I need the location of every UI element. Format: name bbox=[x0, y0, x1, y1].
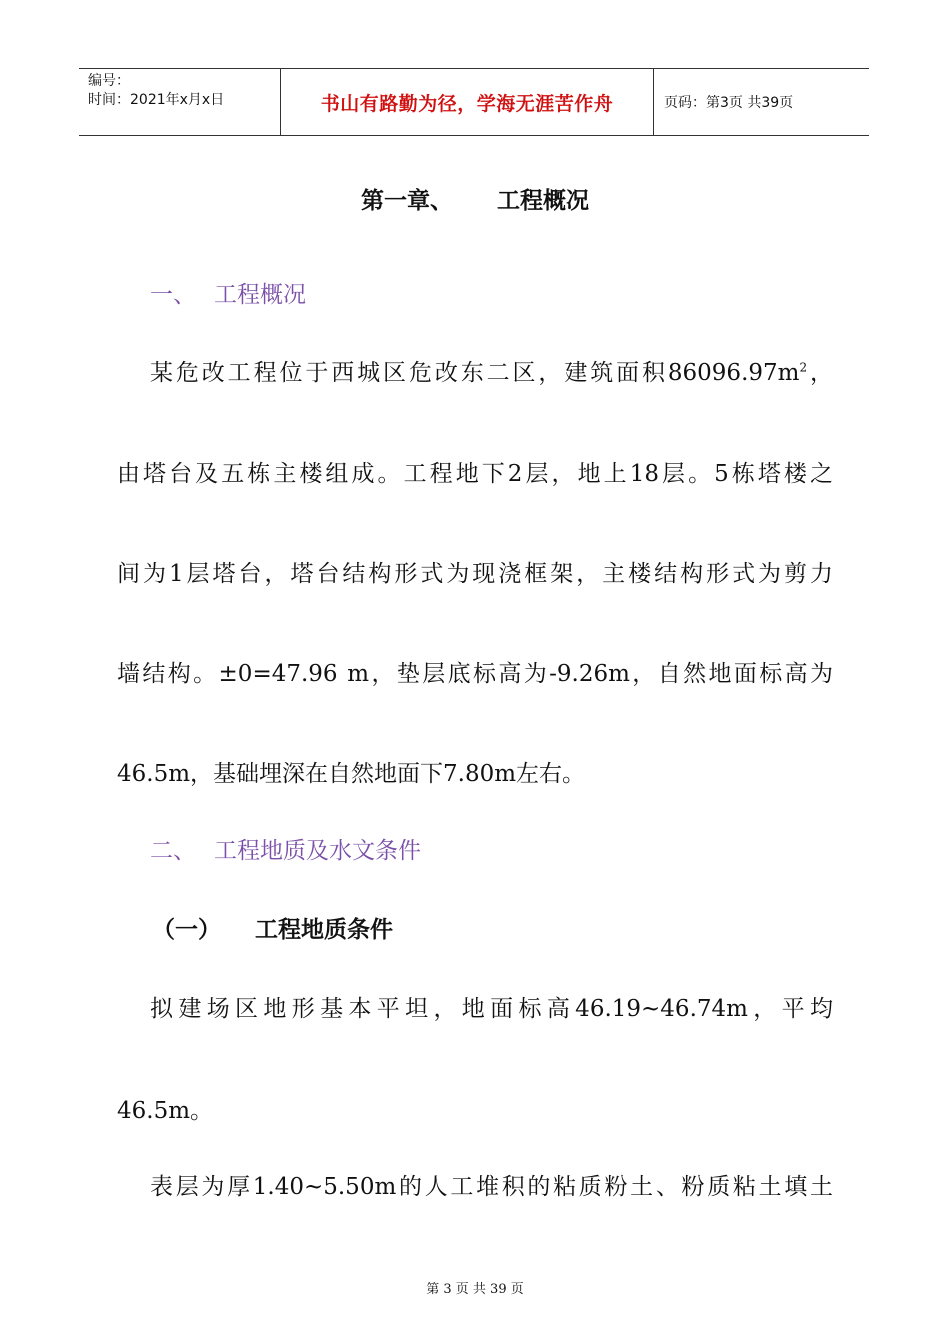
paragraph-line: 墙结构。±0=47.96 m，垫层底标高为-9.26m，自然地面标高为 bbox=[117, 661, 833, 687]
header-page-info: 页码：第3页 共39页 bbox=[664, 95, 794, 111]
section-number: 一、 bbox=[150, 282, 196, 308]
section-heading-2 bbox=[150, 832, 421, 865]
paragraph-line: 46.5m。 bbox=[117, 1098, 214, 1124]
chapter-heading bbox=[0, 182, 950, 215]
paragraph-line bbox=[150, 354, 833, 387]
superscript: 2 bbox=[799, 360, 808, 375]
doc-number-label: 编号： bbox=[88, 73, 130, 89]
chapter-number: 第一章、 bbox=[361, 188, 453, 214]
section-number: 二、 bbox=[150, 838, 196, 864]
subsection-heading bbox=[152, 911, 393, 944]
paragraph-line: 46.5m，基础埋深在自然地面下7.80m左右。 bbox=[117, 761, 586, 787]
page-footer: 第 3 页 共 39 页 bbox=[426, 1282, 524, 1297]
page-header bbox=[79, 68, 869, 136]
subsection-number: （一） bbox=[152, 917, 221, 943]
paragraph-line: 间为1层塔台，塔台结构形式为现浇框架，主楼结构形式为剪力 bbox=[117, 561, 833, 587]
section-heading-1 bbox=[150, 276, 306, 309]
header-meta-cell bbox=[79, 69, 281, 135]
paragraph-line: 由塔台及五栋主楼组成。工程地下2层，地上18层。5栋塔楼之 bbox=[117, 461, 833, 487]
doc-date-label: 时间：2021年x月x日 bbox=[88, 92, 225, 108]
section-title: 工程地质及水文条件 bbox=[214, 838, 421, 864]
subsection-title: 工程地质条件 bbox=[255, 917, 393, 943]
text-run: 某危改工程位于西城区危改东二区，建筑面积86096.97m bbox=[150, 360, 800, 386]
paragraph-line: 拟建场区地形基本平坦，地面标高46.19~46.74m，平均 bbox=[150, 996, 833, 1022]
header-motto: 书山有路勤为径，学海无涯苦作舟 bbox=[281, 69, 654, 135]
paragraph-line: 表层为厚1.40~5.50m的人工堆积的粘质粉土、粉质粘土填土 bbox=[150, 1174, 833, 1200]
section-title: 工程概况 bbox=[214, 282, 306, 308]
text-run: ， bbox=[807, 360, 834, 386]
chapter-title: 工程概况 bbox=[497, 188, 589, 214]
